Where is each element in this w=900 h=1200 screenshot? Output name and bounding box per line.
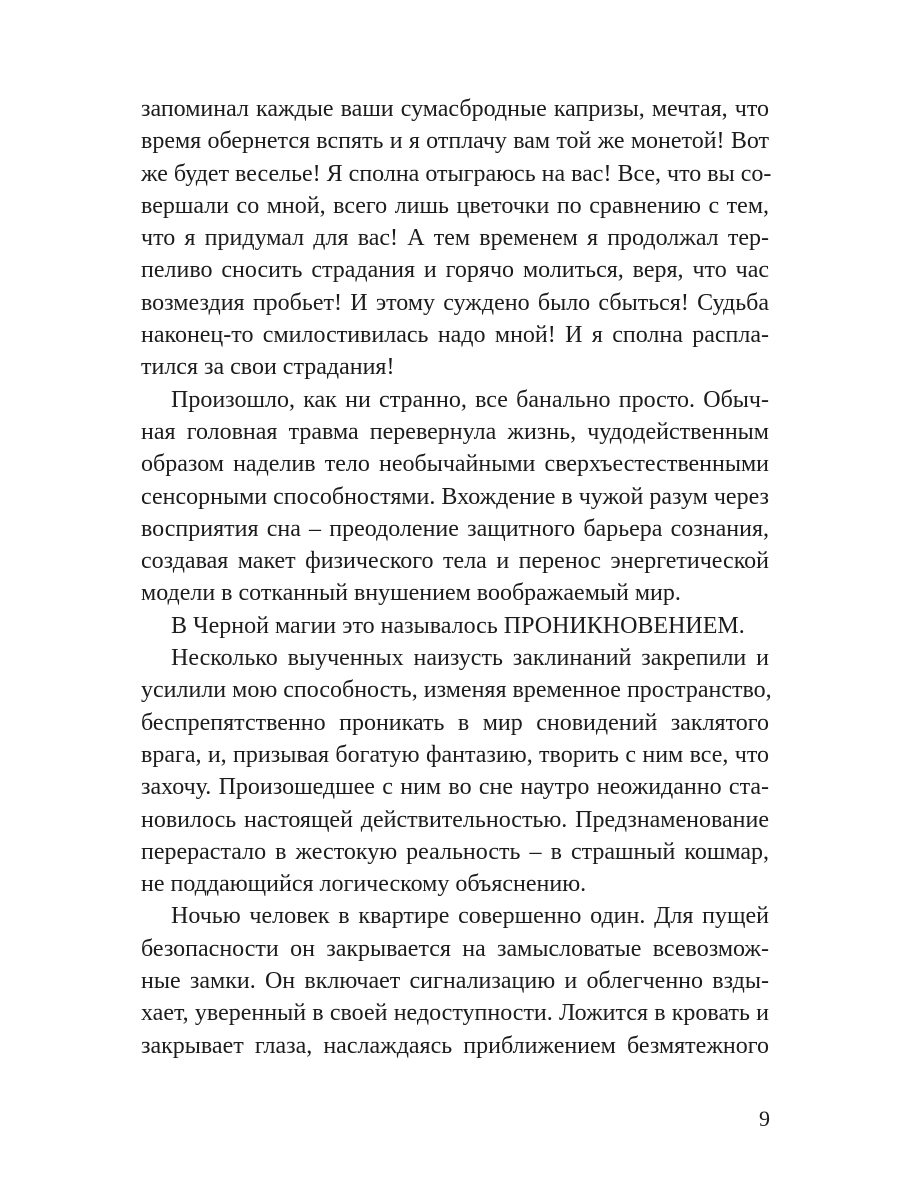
paragraph <box>141 610 769 642</box>
paragraph <box>141 93 772 384</box>
text-line: ные замки. Он включает сигнализацию и облегченно взды- <box>141 968 769 995</box>
text-line: безопасности он закрывается на замысловатые всевозмож- <box>141 935 769 962</box>
text-line: беспрепятственно проникать в мир сновидений заклятого <box>141 709 769 736</box>
text-line: вершали со мной, всего лишь цветочки по сравнению с тем, <box>141 192 769 219</box>
text-line: врага, и, призывая богатую фантазию, творить с ним все, что <box>141 741 769 768</box>
text-line: не поддающийся логическому объяснению. <box>141 871 587 898</box>
text-line: создавая макет физического тела и перенос энергетической <box>141 548 769 575</box>
text-line: образом наделив тело необычайными сверхъестественными <box>141 451 769 478</box>
text-line: же будет веселье! Я сполна отыграюсь на вас! Все, что вы со- <box>141 160 772 187</box>
text-line: Ночью человек в квартире совершенно один. Для пущей <box>171 903 769 930</box>
paragraph <box>141 384 769 610</box>
text-line: хает, уверенный в своей недоступности. Ложится в кровать и <box>141 1000 769 1027</box>
text-line: возмездия пробьет! И этому суждено было сбыться! Судьба <box>141 289 769 316</box>
text-line: Произошло, как ни странно, все банально просто. Обыч- <box>171 386 769 413</box>
text-line: перерастало в жестокую реальность – в страшный кошмар, <box>141 838 769 865</box>
text-line: В Черной магии это называлось ПРОНИКНОВЕНИЕМ. <box>171 612 745 639</box>
text-line: восприятия сна – преодоление защитного барьера сознания, <box>141 515 769 542</box>
text-line: модели в сотканный внушением воображаемый мир. <box>141 580 681 607</box>
page-number: 9 <box>759 1106 770 1131</box>
paragraph <box>141 642 772 900</box>
text-line: наконец-то смилостивилась надо мной! И я сполна распла- <box>141 322 769 349</box>
text-line: ная головная травма перевернула жизнь, чудодейственным <box>141 418 769 445</box>
text-line: что я придумал для вас! А тем временем я продолжал тер- <box>141 225 769 252</box>
text-line: пеливо сносить страдания и горячо молиться, веря, что час <box>141 257 769 284</box>
text-line: Несколько выученных наизусть заклинаний закрепили и <box>171 645 769 672</box>
body-text <box>141 93 772 1062</box>
text-line: сенсорными способностями. Вхождение в чужой разум через <box>141 483 769 510</box>
text-line: захочу. Произошедшее с ним во сне наутро неожиданно ста- <box>141 774 769 801</box>
text-line: закрывает глаза, наслаждаясь приближением безмятежного <box>141 1032 769 1059</box>
text-line: усилили мою способность, изменяя временное пространство, <box>141 677 772 704</box>
text-line: запоминал каждые ваши сумасбродные капризы, мечтая, что <box>141 96 769 122</box>
paragraph <box>141 900 769 1061</box>
text-line: время обернется вспять и я отплачу вам той же монетой! Вот <box>141 128 769 155</box>
text-line: тился за свои страдания! <box>141 354 395 381</box>
text-line: новилось настоящей действительностью. Предзнаменование <box>141 806 769 833</box>
